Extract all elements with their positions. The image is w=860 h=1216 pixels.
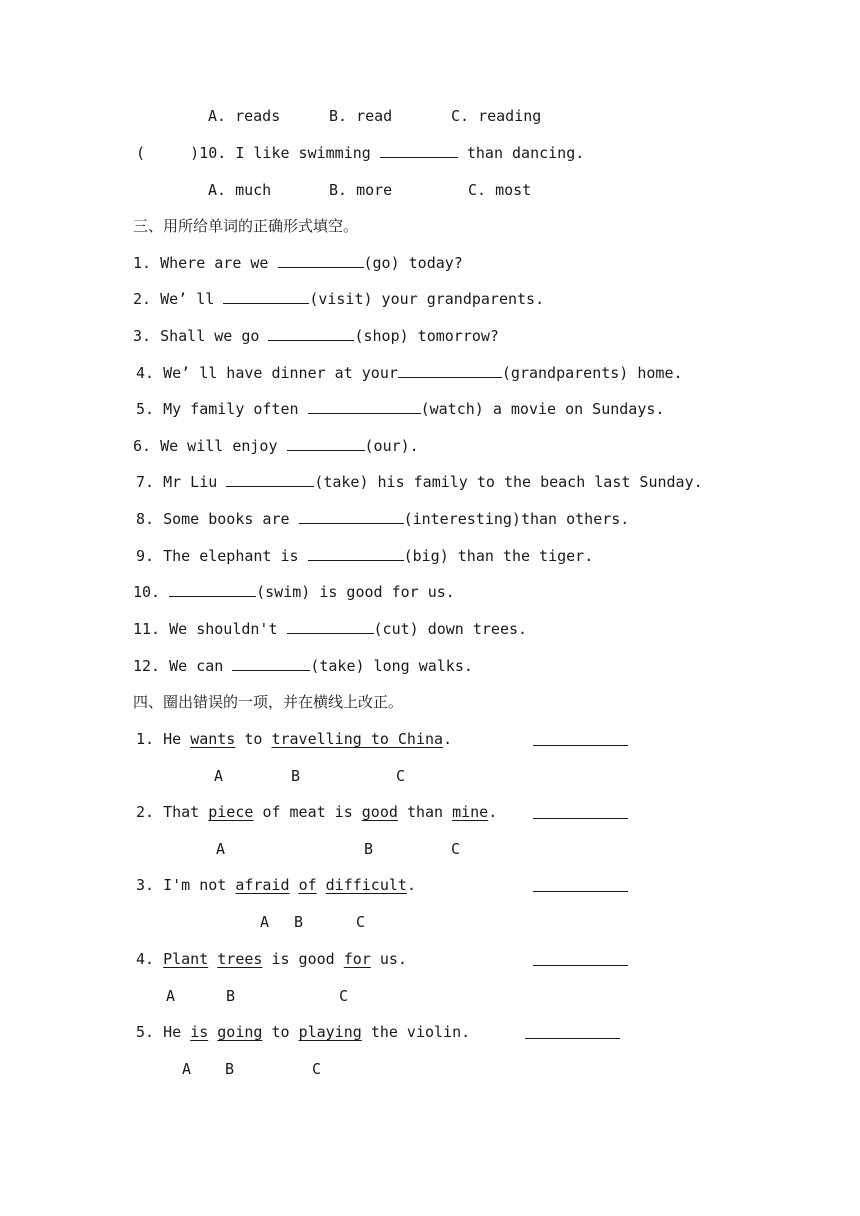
s3-item-2: 2. We’ ll (visit) your grandparents. — [133, 290, 545, 308]
q9-option-a: A. reads — [208, 107, 281, 125]
s4-1-answer-line — [533, 745, 628, 746]
s4-3-answer-line — [533, 891, 628, 892]
s4-1-option-c: to China — [370, 730, 444, 748]
q9-option-c: C. reading — [451, 107, 542, 125]
s4-4-label-b: B — [226, 987, 236, 1005]
s4-item-3: 3. I'm not afraid of difficult. — [136, 876, 416, 894]
s3-blank-12 — [232, 656, 310, 671]
s4-4-label-a: A — [166, 987, 176, 1005]
s3-blank-3 — [268, 326, 354, 341]
q10-text-before: I like swimming — [235, 144, 371, 162]
s3-item-3: 3. Shall we go (shop) tomorrow? — [133, 327, 499, 345]
s3-blank-10 — [169, 582, 256, 597]
q10-paren: ( ) — [136, 144, 200, 162]
q10-option-c: C. most — [468, 181, 532, 199]
s4-item-1: 1. He wants to travelling to China. — [136, 730, 453, 748]
s4-2-label-b: B — [364, 840, 374, 858]
s4-item-4: 4. Plant trees is good for us. — [136, 950, 407, 968]
s3-blank-4 — [398, 363, 502, 378]
s3-blank-9 — [308, 546, 404, 561]
s4-item-5: 5. He is going to playing the violin. — [136, 1023, 471, 1041]
q9-option-b: B. read — [329, 107, 393, 125]
q10-blank — [380, 143, 458, 158]
s4-3-option-b: of — [298, 876, 317, 894]
s3-blank-5 — [308, 399, 421, 414]
s3-item-1: 1. Where are we (go) today? — [133, 254, 463, 272]
s4-2-option-b: good — [361, 803, 398, 821]
s3-item-6: 6. We will enjoy (our). — [133, 437, 419, 455]
q10-option-b: B. more — [329, 181, 393, 199]
q10-text-after: than dancing. — [466, 144, 585, 162]
s4-4-option-c: for — [343, 950, 371, 968]
s4-5-label-b: B — [225, 1060, 235, 1078]
s4-2-option-c: mine — [452, 803, 489, 821]
s3-item-10: 10. (swim) is good for us. — [133, 583, 455, 601]
section4-heading: 四、圈出错误的一项，并在横线上改正。 — [133, 693, 404, 711]
s3-blank-6 — [287, 436, 365, 451]
s4-4-option-a: Plant — [163, 950, 209, 968]
s4-4-answer-line — [533, 965, 628, 966]
s4-2-label-c: C — [451, 840, 461, 858]
s3-blank-1 — [278, 253, 364, 268]
s4-1-label-c: C — [396, 767, 406, 785]
s3-item-7: 7. Mr Liu (take) his family to the beach last Sunday. — [136, 473, 703, 491]
s3-blank-8 — [299, 509, 404, 524]
s4-item-2: 2. That piece of meat is good than mine. — [136, 803, 498, 821]
s3-item-12: 12. We can (take) long walks. — [133, 657, 473, 675]
s4-1-label-b: B — [291, 767, 301, 785]
s4-2-answer-line — [533, 818, 628, 819]
s4-5-label-a: A — [182, 1060, 192, 1078]
s4-4-label-c: C — [339, 987, 349, 1005]
s4-1-label-a: A — [214, 767, 224, 785]
s3-item-4: 4. We’ ll have dinner at your (grandparents) home. — [136, 364, 683, 382]
s4-4-option-b: trees — [217, 950, 263, 968]
s4-5-option-c: playing — [298, 1023, 362, 1041]
s4-1-option-b: travelling — [271, 730, 371, 748]
s4-3-option-a: afraid — [235, 876, 290, 894]
s3-blank-2 — [223, 289, 309, 304]
s4-2-label-a: A — [216, 840, 226, 858]
s4-3-option-c: difficult — [325, 876, 407, 894]
q10-option-a: A. much — [208, 181, 272, 199]
s4-5-label-c: C — [312, 1060, 322, 1078]
s3-blank-11 — [287, 619, 374, 634]
section3-heading: 三、用所给单词的正确形式填空。 — [133, 217, 359, 235]
s4-5-option-a: is — [190, 1023, 209, 1041]
s3-item-5: 5. My family often (watch) a movie on Sundays. — [136, 400, 665, 418]
s3-item-11: 11. We shouldn't (cut) down trees. — [133, 620, 528, 638]
q10-number: 10. — [199, 144, 227, 162]
s4-5-answer-line — [525, 1038, 620, 1039]
s4-2-option-a: piece — [208, 803, 254, 821]
s3-blank-7 — [226, 472, 314, 487]
q10-line — [136, 143, 584, 163]
s4-3-label-b: B — [294, 913, 304, 931]
s4-3-label-c: C — [356, 913, 366, 931]
s3-item-8: 8. Some books are (interesting)than others. — [136, 510, 630, 528]
s4-3-label-a: A — [260, 913, 270, 931]
s4-1-option-a: wants — [190, 730, 236, 748]
s3-item-9: 9. The elephant is (big) than the tiger. — [136, 547, 594, 565]
s4-5-option-b: going — [217, 1023, 263, 1041]
